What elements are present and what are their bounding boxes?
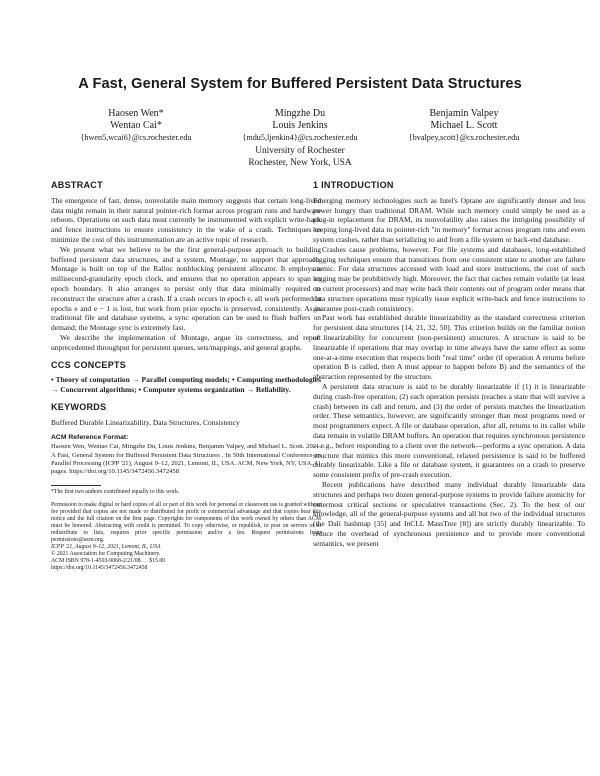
- intro-paragraph: Emerging memory technologies such as Intel's Optane are significantly denser and less power hungry than traditional DRAM. While such memory could simply be used as a plug-in replacement for DRAM, its nonvolatility also raises the intriguing possibility of keeping long-lived data in pointer-rich "in memory" format across program runs and even system crashes, rather than serializing to and from a file system or back-end database.: [313, 195, 585, 244]
- intro-paragraph: A persistent data structure is said to be durably linearizable if (1) it is linearizable during crash-free operation, (2) each operation persists (reaches a state that will survive a crash) between its call and return, and (3) the order of persists matches the linearization order. These semantics, however, are significantly stronger than most programs need or most programmers expect. A file or database operation, after all, returns to its caller while data remain in volatile DRAM buffers. An operation that requires synchronous persistence—e.g., before responding to a client over the network—performs a sync operation. A data structure that mimics this more conventional, relaxed persistence is said to be buffered durably linearizable. Like a file or database system, it guarantees on a crash to preserve some consistent prefix of pre-crash execution.: [313, 381, 585, 480]
- author-name: Wentao Cai*: [110, 120, 162, 132]
- author-block-1: [46, 108, 226, 145]
- intro-paragraph: Recent publications have described many individual durably linearizable data structures and perhaps two dozen general-purpose systems to provide failure atomicity for outermost critical sections or speculative transactions (Sec. 2). To the best of our knowledge, all of the general-purpose systems and all but two of the individual structures (the Dalí hashmap [35] and InCLL MassTree [8]) are strictly durably linearizable. To reduce the overhead of synchronous persistence and to provide more conventional semantics, we present: [313, 479, 585, 548]
- abstract-paragraph: We present what we believe to be the first general-purpose approach to building buffered persistent data structures, and a system, Montage, to support that approach. Montage is built on top of the Ralloc nonblocking persistent allocator. It employs a millisecond-granularity epoch clock, and ensures that no operation appears to span an epoch boundary. It also arranges to persist only that data minimally required to reconstruct the structure after a crash. If a crash occurs in epoch e, all work performed in epochs e and e − 1 is lost, but work from prior epochs is preserved, consistently. As in traditional file and database systems, a sync operation can be used to flush buffers on demand; the Montage sync is extremely fast.: [51, 244, 321, 333]
- author-block-2: [210, 108, 390, 145]
- author-name: Mingzhe Du: [274, 108, 326, 119]
- introduction-heading: 1 INTRODUCTION: [313, 180, 394, 190]
- affiliation-location: Rochester, New York, USA: [248, 157, 352, 168]
- copyright-line: © 2021 Association for Computing Machinery.: [51, 551, 161, 558]
- author-email: {mdu5,ljenkin4}@cs.rochester.edu: [242, 133, 358, 143]
- doi-link[interactable]: https://doi.org/10.1145/3472456.3472458: [51, 565, 148, 572]
- abstract-heading: ABSTRACT: [51, 180, 103, 190]
- abstract-paragraph: The emergence of fast, dense, nonvolatile main memory suggests that certain long-lived data might remain in their natural pointer-rich format across program runs and hardware reboots. Operations on such data must currently be instrumented with explicit write-back and fence instructions to ensure consistency in the wake of a crash. Techniques to minimize the cost of this instrumentation are an active topic of research.: [51, 195, 321, 244]
- affiliation: [210, 146, 390, 169]
- acm-reference-text: Haosen Wen, Wentao Cai, Mingzhe Du, Louis Jenkins, Benjamin Valpey, and Michael L. Scott. 2021. A Fast, General System for Buffered Persistent Data Structures . In 50th International Conference on Parallel Processing (ICPP '21), August 9–12, 2021, Lemont, IL, USA. ACM, New York, NY, USA, 11 pages. https://doi.org/10.1145/3472456.3472458: [51, 443, 321, 476]
- footnote: *The first two authors contributed equally to this work.: [51, 488, 180, 495]
- ccs-heading: CCS CONCEPTS: [51, 359, 127, 370]
- keywords-text: Buffered Durable Linearizability, Data Structures, Consistency: [51, 417, 240, 427]
- paper-title: A Fast, General System for Buffered Persistent Data Structures: [78, 76, 522, 92]
- keywords-heading: KEYWORDS: [51, 401, 107, 412]
- author-name: Michael L. Scott: [430, 120, 498, 132]
- author-name: Benjamin Valpey: [429, 108, 499, 119]
- footnote-rule: [51, 485, 101, 486]
- ccs-concepts: • Theory of computation → Parallel computing models; • Computing methodologies → Concurrent algorithms; • Computer systems organization → Reliability.: [51, 375, 321, 395]
- affiliation-university: University of Rochester: [255, 146, 345, 156]
- author-email: {bvalpey,scott}@cs.rochester.edu: [408, 133, 520, 143]
- intro-paragraph: Past work has established durable linearizability as the standard correctness criterion for persistent data structures [14, 21, 32, 50]. This criterion builds on the familiar notion of linearizability for concurrent (non-persistent) structures. A structure is said to be linearizable if operations that may overlap in time always have the same effect as some one-at-a-time execution that respects both "real time" order (if operation A returns before operation B is called, then A must appear to happen before B) and the semantics of the abstraction represented by the structure.: [313, 313, 585, 382]
- left-column: [51, 181, 321, 573]
- author-block-3: [374, 108, 554, 145]
- acm-reference-heading: ACM Reference Format:: [51, 433, 129, 441]
- isbn-line: ACM ISBN 978-1-4503-9068-2/21/08. . . $15.00: [51, 558, 166, 565]
- author-email: {hwen5,wcai6}@cs.rochester.edu: [80, 133, 192, 143]
- venue-line: ICPP '21, August 9–12, 2021, Lemont, IL, USA: [51, 544, 161, 551]
- abstract-paragraph: We describe the implementation of Montage, argue its correctness, and report unprecedented throughput for persistent queues, sets/mappings, and general graphs.: [51, 332, 321, 352]
- permission-notice: Permission to make digital or hard copies of all or part of this work for personal or classroom use is granted without fee provided that copies are not made or distributed for profit or commercial advantage and that copies bear this notice and the full citation on the first page. Copyrights for components of this work owned by others than ACM must be honored. Abstracting with credit is permitted. To copy otherwise, or republish, to post on servers or to redistribute to lists, requires prior specific permission and/or a fee. Request permissions from permissions@acm.org.: [51, 501, 321, 544]
- intro-paragraph: Crashes cause problems, however. For file systems and databases, long-established logging techniques ensure that transitions from one consistent state to another are failure atomic. For data structures accessed with load and store instructions, the cost of such logging may be prohibitively high. Moreover, the fact that caches remain volatile (at least on current processors) and may write back their contents out of program order means that data structure operations must typically issue explicit write-back and fence instructions to guarantee post-crash consistency.: [313, 244, 585, 313]
- right-column: [313, 181, 585, 548]
- author-name: Louis Jenkins: [272, 120, 328, 132]
- author-name: Haosen Wen*: [108, 108, 164, 119]
